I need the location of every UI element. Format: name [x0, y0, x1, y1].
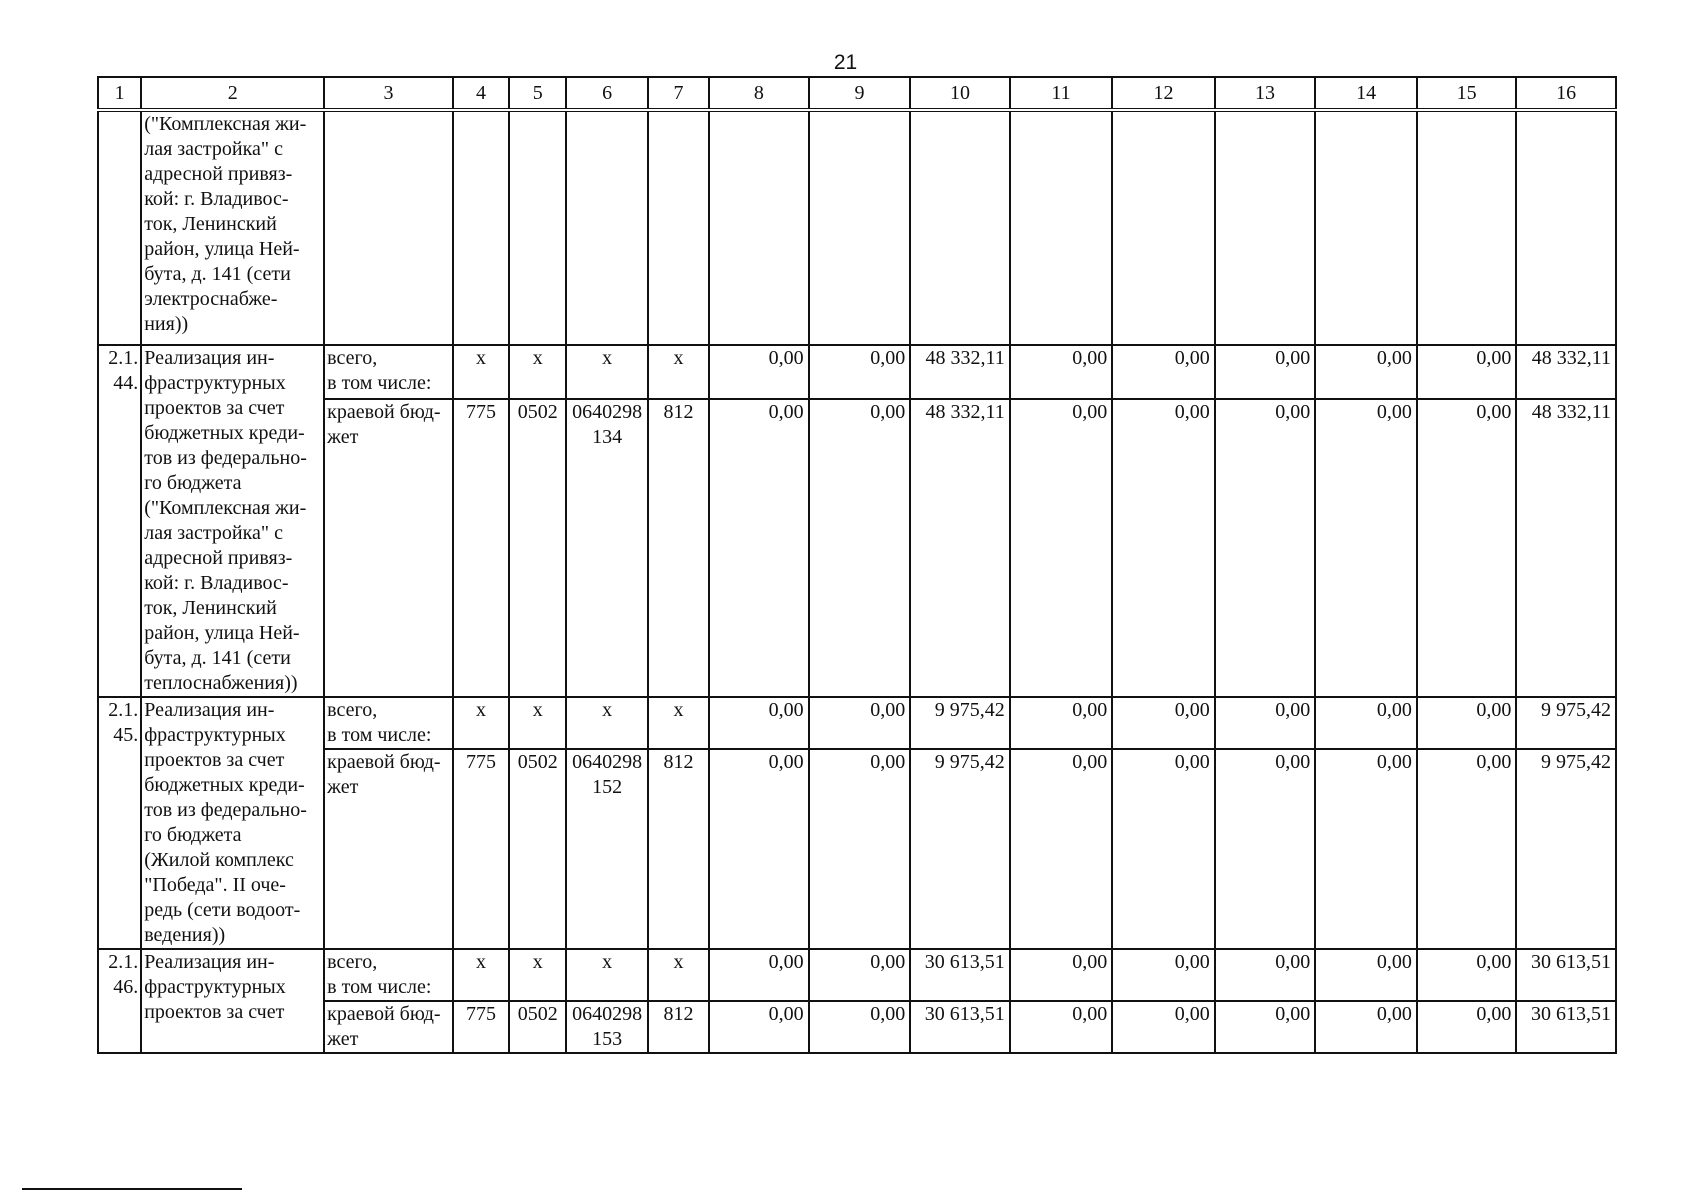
source-label: всего, в том числе: [324, 949, 453, 1001]
cell: 0,00 [1112, 697, 1215, 749]
footnote-separator [22, 1188, 242, 1190]
cell: 0502 [509, 399, 566, 697]
row-number: 2.1. 45. [98, 697, 141, 949]
column-header: 3 [324, 77, 453, 110]
cell: 0,00 [709, 749, 809, 949]
row-number: 2.1. 44. [98, 345, 141, 697]
column-header: 2 [141, 77, 324, 110]
cell: 9 975,42 [1516, 697, 1616, 749]
cell: 30 613,51 [1516, 1001, 1616, 1053]
empty-cell [324, 110, 453, 345]
cell: 0,00 [1215, 697, 1316, 749]
empty-cell [648, 110, 709, 345]
cell: 0,00 [1215, 345, 1316, 399]
column-header: 15 [1417, 77, 1517, 110]
cell: 30 613,51 [910, 1001, 1010, 1053]
column-header: 6 [566, 77, 647, 110]
cell: 0,00 [1010, 697, 1113, 749]
column-header: 9 [809, 77, 911, 110]
cell: 0,00 [809, 749, 911, 949]
cell: 30 613,51 [910, 949, 1010, 1001]
table-row-budget [98, 1001, 1616, 1053]
table-row-budget [98, 749, 1616, 949]
cell: 0,00 [809, 399, 911, 697]
empty-cell [809, 110, 911, 345]
cell: 0,00 [709, 697, 809, 749]
cell: 0,00 [1417, 399, 1517, 697]
cell: 0,00 [1315, 949, 1417, 1001]
cell: х [453, 949, 509, 1001]
cell: 0,00 [1010, 399, 1113, 697]
cell: 775 [453, 1001, 509, 1053]
cell: 812 [648, 749, 709, 949]
cell: 0,00 [1215, 749, 1316, 949]
empty-cell [566, 110, 647, 345]
cell: 0,00 [1315, 697, 1417, 749]
continuation-row [98, 110, 1616, 345]
cell: 0,00 [1010, 949, 1113, 1001]
cell: 775 [453, 749, 509, 949]
cell: 0,00 [1112, 345, 1215, 399]
cell: 0502 [509, 1001, 566, 1053]
cell: 9 975,42 [910, 697, 1010, 749]
cell: 0,00 [1112, 1001, 1215, 1053]
cell: х [648, 345, 709, 399]
empty-cell [1417, 110, 1517, 345]
cell: 0,00 [1215, 1001, 1316, 1053]
column-header: 11 [1010, 77, 1113, 110]
cell: 0,00 [1010, 1001, 1113, 1053]
cell: 0,00 [1315, 345, 1417, 399]
cell: 0,00 [1215, 949, 1316, 1001]
cell: 0,00 [1417, 749, 1517, 949]
cell: 0,00 [709, 345, 809, 399]
cell: 48 332,11 [1516, 399, 1616, 697]
cell: 0640298 134 [566, 399, 647, 697]
cell: 0,00 [1112, 949, 1215, 1001]
cell: х [509, 697, 566, 749]
cell: х [566, 697, 647, 749]
cell: 9 975,42 [910, 749, 1010, 949]
row-name: Реализация ин- фраструктурных проектов за счет [141, 949, 324, 1053]
cell: 0,00 [809, 949, 911, 1001]
column-header: 7 [648, 77, 709, 110]
cell: х [566, 345, 647, 399]
cell: 0,00 [1417, 1001, 1517, 1053]
empty-cell [910, 110, 1010, 345]
cell: 812 [648, 1001, 709, 1053]
cell: 0,00 [1112, 749, 1215, 949]
cell: х [566, 949, 647, 1001]
row-number: 2.1. 46. [98, 949, 141, 1053]
cell: 0,00 [809, 697, 911, 749]
cell: 0502 [509, 749, 566, 949]
cell: 0,00 [1315, 399, 1417, 697]
empty-cell [1215, 110, 1316, 345]
table-row-total [98, 949, 1616, 1001]
column-header: 13 [1215, 77, 1316, 110]
continuation-name: ("Комплексная жи- лая застройка" с адресной привяз- кой: г. Владивос- ток, Ленинский район, улица Ней- бута, д. 141 (сети электроснабже- ния)) [141, 110, 324, 345]
cell: 48 332,11 [910, 399, 1010, 697]
column-header: 12 [1112, 77, 1215, 110]
cell: 30 613,51 [1516, 949, 1616, 1001]
cell: 775 [453, 399, 509, 697]
cell: 0,00 [1112, 399, 1215, 697]
table-row-total [98, 345, 1616, 399]
column-header: 4 [453, 77, 509, 110]
empty-cell [1516, 110, 1616, 345]
cell: 0,00 [709, 949, 809, 1001]
cell: 0,00 [1010, 345, 1113, 399]
empty-cell [1112, 110, 1215, 345]
cell: 812 [648, 399, 709, 697]
column-header: 14 [1315, 77, 1417, 110]
page-number: 21 [833, 51, 858, 74]
cell: 0,00 [809, 345, 911, 399]
row-name: Реализация ин- фраструктурных проектов за счет бюджетных креди- тов из федерально- го бюджета (Жилой комплекс "Победа". II оче- редь (сети водоот- ведения)) [141, 697, 324, 949]
cell: 0,00 [1417, 697, 1517, 749]
cell: х [648, 949, 709, 1001]
empty-cell [453, 110, 509, 345]
cell: х [509, 345, 566, 399]
cell: 0,00 [1215, 399, 1316, 697]
cell: 0,00 [809, 1001, 911, 1053]
column-header: 10 [910, 77, 1010, 110]
cell: х [509, 949, 566, 1001]
source-label: краевой бюд- жет [324, 399, 453, 697]
cell: х [648, 697, 709, 749]
column-header: 5 [509, 77, 566, 110]
empty-cell [509, 110, 566, 345]
cell: 0,00 [709, 1001, 809, 1053]
column-header: 16 [1516, 77, 1616, 110]
cell: 0,00 [1315, 1001, 1417, 1053]
table-row-total [98, 697, 1616, 749]
source-label: краевой бюд- жет [324, 1001, 453, 1053]
cell: 48 332,11 [1516, 345, 1616, 399]
cell: 0,00 [1417, 345, 1517, 399]
budget-table [97, 76, 1617, 1054]
source-label: краевой бюд- жет [324, 749, 453, 949]
cell: 48 332,11 [910, 345, 1010, 399]
column-header: 1 [98, 77, 141, 110]
empty-cell [709, 110, 809, 345]
source-label: всего, в том числе: [324, 345, 453, 399]
cell: 0,00 [1315, 749, 1417, 949]
table-row-budget [98, 399, 1616, 697]
column-number-row [98, 77, 1616, 110]
cell: 9 975,42 [1516, 749, 1616, 949]
cell: х [453, 345, 509, 399]
cell: 0640298 153 [566, 1001, 647, 1053]
column-header: 8 [709, 77, 809, 110]
cell: 0,00 [1417, 949, 1517, 1001]
row-name: Реализация ин- фраструктурных проектов за счет бюджетных креди- тов из федерально- го бюджета ("Комплексная жи- лая застройка" с адресной привяз- кой: г. Владивос- ток, Ленинский район, улица Ней- бута, д. 141 (сети теплоснабжения)) [141, 345, 324, 697]
cell: 0640298 152 [566, 749, 647, 949]
empty-cell [98, 110, 141, 345]
empty-cell [1315, 110, 1417, 345]
empty-cell [1010, 110, 1113, 345]
source-label: всего, в том числе: [324, 697, 453, 749]
cell: 0,00 [709, 399, 809, 697]
cell: 0,00 [1010, 749, 1113, 949]
cell: х [453, 697, 509, 749]
